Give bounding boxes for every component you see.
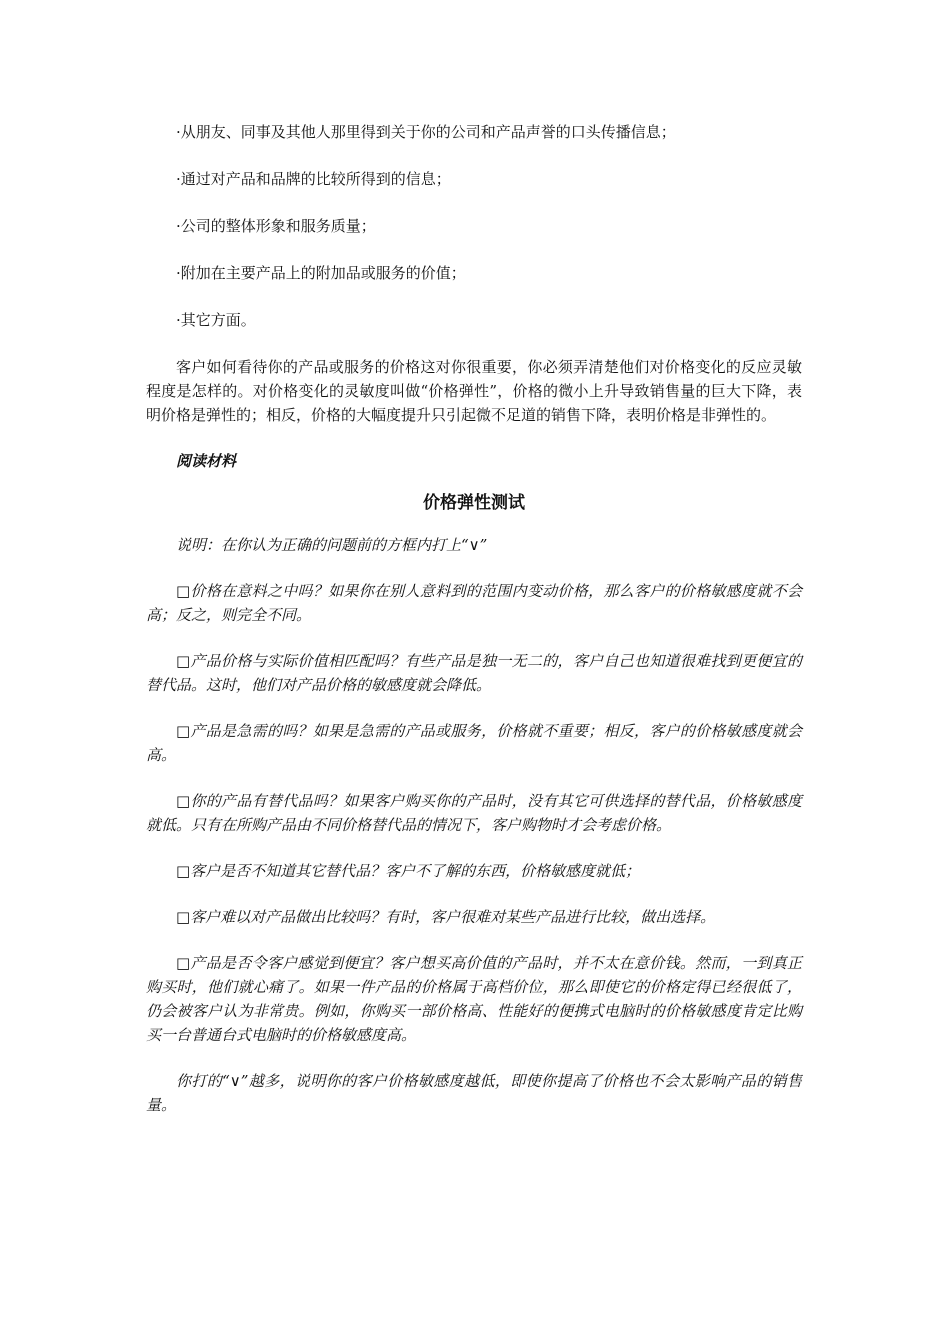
- reading-material-label: 阅读材料: [176, 452, 237, 470]
- question-item: □客户难以对产品做出比较吗？有时，客户很难对某些产品进行比较，做出选择。: [176, 908, 716, 926]
- bullet-item: ·通过对产品和品牌的比较所得到的信息；: [176, 170, 451, 188]
- question-item: □你的产品有替代品吗？如果客户购买你的产品时，没有其它可供选择的替代品，价格敏感度就低。只有在所购产品由不同价格替代品的情况下，客户购物时才会考虑价格。: [146, 792, 802, 834]
- document-page: [146, 120, 802, 1139]
- bullet-item: ·从朋友、同事及其他人那里得到关于你的公司和产品声誉的口头传播信息；: [176, 123, 676, 141]
- bullet-item: ·公司的整体形象和服务质量；: [176, 217, 376, 235]
- question-item: □产品是否令客户感觉到便宜？客户想买高价值的产品时，并不太在意价钱。然而，一到真正购买时，他们就心痛了。如果一件产品的价格属于高档价位，那么即使它的价格定得已经很低了，仍会被客户认为非常贵。例如，你购买一部价格高、性能好的便携式电脑时的价格敏感度肯定比购买一台普通台式电脑时的价格敏感度高。: [146, 954, 802, 1044]
- bullet-item: ·其它方面。: [176, 311, 256, 329]
- section-title: 价格弹性测试: [423, 493, 525, 513]
- instruction-text: 说明：在你认为正确的问题前的方框内打上“∨”: [176, 536, 488, 554]
- intro-paragraph: 客户如何看待你的产品或服务的价格这对你很重要，你必须弄清楚他们对价格变化的反应灵敏程度是怎样的。对价格变化的灵敏度叫做“价格弹性”，价格的微小上升导致销售量的巨大下降，表明价格是弹性的；相反，价格的大幅度提升只引起微不足道的销售下降，表明价格是非弹性的。: [146, 358, 802, 424]
- question-item: □产品价格与实际价值相匹配吗？有些产品是独一无二的，客户自己也知道很难找到更便宜的替代品。这时，他们对产品价格的敏感度就会降低。: [146, 652, 802, 694]
- bullet-item: ·附加在主要产品上的附加品或服务的价值；: [176, 264, 466, 282]
- question-item: □产品是急需的吗？如果是急需的产品或服务，价格就不重要；相反，客户的价格敏感度就会高。: [146, 722, 802, 764]
- question-item: □价格在意料之中吗？如果你在别人意料到的范围内变动价格，那么客户的价格敏感度就不会高；反之，则完全不同。: [146, 582, 802, 624]
- conclusion-text: 你打的“∨”越多，说明你的客户价格敏感度越低，即使你提高了价格也不会太影响产品的销售量。: [146, 1072, 802, 1114]
- question-item: □客户是否不知道其它替代品？客户不了解的东西，价格敏感度就低；: [176, 862, 641, 880]
